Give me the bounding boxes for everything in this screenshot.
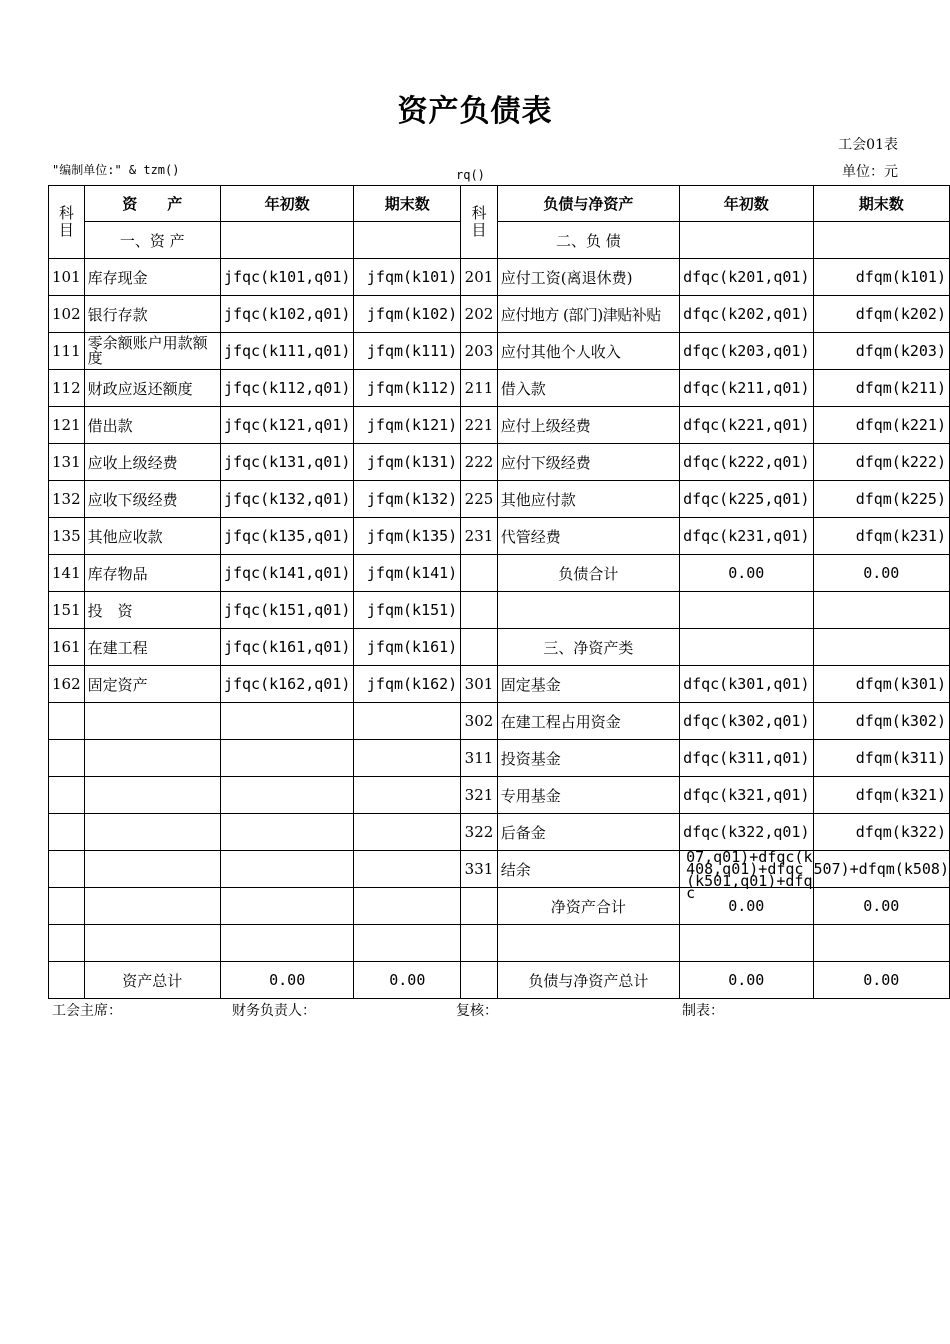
liab-name: 其他应付款	[497, 481, 679, 518]
asset-end: jfqm(k121)	[354, 407, 461, 444]
liab-name: 应付工资(离退休费)	[497, 259, 679, 296]
liab-begin: dfqc(k203,q01)	[680, 333, 813, 370]
asset-name: 固定资产	[84, 666, 220, 703]
net-name: 固定基金	[497, 666, 679, 703]
liab-begin: dfqc(k221,q01)	[680, 407, 813, 444]
liab-code: 211	[461, 370, 498, 407]
liab-end: dfqm(k101)	[813, 259, 950, 296]
sign-chair: 工会主席：	[52, 1003, 122, 1019]
asset-code: 131	[49, 444, 85, 481]
liab-grand-total-begin: 0.00	[680, 962, 813, 999]
asset-begin: jfqc(k111,q01)	[220, 333, 353, 370]
liab-begin: dfqc(k202,q01)	[680, 296, 813, 333]
asset-end: jfqm(k112)	[354, 370, 461, 407]
balance-sheet-table	[48, 185, 950, 999]
asset-end: jfqm(k131)	[354, 444, 461, 481]
asset-code: 135	[49, 518, 85, 555]
liab-total-end: 0.00	[813, 555, 950, 592]
asset-name: 应收上级经费	[84, 444, 220, 481]
liab-end: dfqm(k231)	[813, 518, 950, 555]
asset-begin: jfqc(k101,q01)	[220, 259, 353, 296]
table-row	[49, 555, 950, 592]
asset-name: 库存物品	[84, 555, 220, 592]
page-title: 资产负债表	[397, 94, 553, 129]
liab-begin: dfqc(k231,q01)	[680, 518, 813, 555]
section-net-assets: 三、净资产类	[497, 629, 679, 666]
asset-end: jfqm(k161)	[354, 629, 461, 666]
report-date: rq()	[456, 168, 485, 182]
net-code: 302	[461, 703, 498, 740]
asset-name: 应收下级经费	[84, 481, 220, 518]
liab-code: 201	[461, 259, 498, 296]
table-row	[49, 481, 950, 518]
table-row	[49, 703, 950, 740]
net-end: dfqm(k322)	[813, 814, 950, 851]
liab-total-label: 负债合计	[497, 555, 679, 592]
sign-maker: 制表：	[682, 1003, 724, 1019]
liab-end: dfqm(k221)	[813, 407, 950, 444]
liab-name: 借入款	[497, 370, 679, 407]
asset-name: 库存现金	[84, 259, 220, 296]
asset-end: jfqm(k151)	[354, 592, 461, 629]
table-row	[49, 851, 950, 888]
net-begin: 07,q01)+dfqc(k408,q01)+dfqc(k501,q01)+dfqc	[686, 848, 813, 902]
sign-finance: 财务负责人：	[232, 1003, 316, 1019]
asset-header: 资 产	[84, 186, 220, 222]
net-total-end: 0.00	[813, 888, 950, 925]
liab-grand-total-label: 负债与净资产总计	[497, 962, 679, 999]
asset-code: 111	[49, 333, 85, 370]
net-code: 321	[461, 777, 498, 814]
liab-end: dfqm(k202)	[813, 296, 950, 333]
liab-end: dfqm(k225)	[813, 481, 950, 518]
liab-code: 221	[461, 407, 498, 444]
asset-end: jfqm(k132)	[354, 481, 461, 518]
liab-end: dfqm(k222)	[813, 444, 950, 481]
asset-end-header: 期末数	[354, 186, 461, 222]
asset-grand-total-end: 0.00	[354, 962, 461, 999]
liab-end-header: 期末数	[813, 186, 950, 222]
liab-name: 应付上级经费	[497, 407, 679, 444]
liab-name: 应付地方 (部门)津贴补贴	[497, 296, 679, 333]
table-row	[49, 259, 950, 296]
table-row	[49, 777, 950, 814]
liab-code: 222	[461, 444, 498, 481]
table-row	[49, 407, 950, 444]
liab-begin: dfqc(k222,q01)	[680, 444, 813, 481]
net-begin: dfqc(k322,q01)	[680, 814, 813, 851]
net-end: dfqm(k302)	[813, 703, 950, 740]
liab-begin: dfqc(k201,q01)	[680, 259, 813, 296]
liab-name: 应付其他个人收入	[497, 333, 679, 370]
asset-begin-header: 年初数	[220, 186, 353, 222]
asset-name: 其他应收款	[84, 518, 220, 555]
asset-end: jfqm(k101)	[354, 259, 461, 296]
table-row	[49, 518, 950, 555]
asset-name: 投 资	[84, 592, 220, 629]
kemu-header-right: 科目	[461, 186, 498, 259]
table-row	[49, 666, 950, 703]
net-total-label: 净资产合计	[497, 888, 679, 925]
net-code: 331	[461, 851, 498, 888]
liab-end: dfqm(k203)	[813, 333, 950, 370]
asset-begin: jfqc(k135,q01)	[220, 518, 353, 555]
kemu-header-left: 科目	[49, 186, 85, 259]
asset-begin: jfqc(k162,q01)	[220, 666, 353, 703]
asset-code: 101	[49, 259, 85, 296]
net-total-begin: 0.00	[680, 888, 813, 925]
table-row	[49, 333, 950, 370]
currency-unit: 单位：元	[842, 164, 898, 180]
table-row	[49, 888, 950, 925]
table-row	[49, 962, 950, 999]
liab-code: 202	[461, 296, 498, 333]
liab-total-begin: 0.00	[680, 555, 813, 592]
net-code: 301	[461, 666, 498, 703]
table-row	[49, 740, 950, 777]
liab-end: dfqm(k211)	[813, 370, 950, 407]
asset-code: 132	[49, 481, 85, 518]
liab-begin: dfqc(k211,q01)	[680, 370, 813, 407]
asset-begin: jfqc(k161,q01)	[220, 629, 353, 666]
asset-name: 零余额账户用款额度	[84, 333, 220, 370]
section-liabilities: 二、负 债	[497, 222, 679, 259]
liab-name: 应付下级经费	[497, 444, 679, 481]
net-end: dfqm(k311)	[813, 740, 950, 777]
net-code: 322	[461, 814, 498, 851]
net-begin: dfqc(k321,q01)	[680, 777, 813, 814]
asset-name: 借出款	[84, 407, 220, 444]
table-row	[49, 925, 950, 962]
table-row	[49, 629, 950, 666]
liab-grand-total-end: 0.00	[813, 962, 950, 999]
asset-end: jfqm(k135)	[354, 518, 461, 555]
asset-end: jfqm(k111)	[354, 333, 461, 370]
form-number: 工会01表	[838, 137, 898, 153]
asset-name: 在建工程	[84, 629, 220, 666]
liab-begin-header: 年初数	[680, 186, 813, 222]
asset-name: 银行存款	[84, 296, 220, 333]
liab-code: 203	[461, 333, 498, 370]
table-row	[49, 592, 950, 629]
liab-code: 231	[461, 518, 498, 555]
sign-review: 复核：	[456, 1003, 498, 1019]
section-assets: 一、资 产	[84, 222, 220, 259]
net-name: 在建工程占用资金	[497, 703, 679, 740]
table-row	[49, 814, 950, 851]
net-begin: dfqc(k302,q01)	[680, 703, 813, 740]
asset-begin: jfqc(k102,q01)	[220, 296, 353, 333]
asset-begin: jfqc(k141,q01)	[220, 555, 353, 592]
asset-grand-total-label: 资产总计	[84, 962, 220, 999]
net-code: 311	[461, 740, 498, 777]
asset-code: 162	[49, 666, 85, 703]
asset-code: 161	[49, 629, 85, 666]
asset-begin: jfqc(k112,q01)	[220, 370, 353, 407]
net-end: 507)+dfqm(k508)	[813, 851, 950, 888]
net-end: dfqm(k321)	[813, 777, 950, 814]
asset-code: 151	[49, 592, 85, 629]
net-end: dfqm(k301)	[813, 666, 950, 703]
section-row	[49, 222, 950, 259]
asset-code: 121	[49, 407, 85, 444]
net-name: 专用基金	[497, 777, 679, 814]
asset-begin: jfqc(k132,q01)	[220, 481, 353, 518]
net-name: 后备金	[497, 814, 679, 851]
liab-begin: dfqc(k225,q01)	[680, 481, 813, 518]
asset-begin: jfqc(k121,q01)	[220, 407, 353, 444]
asset-grand-total-begin: 0.00	[220, 962, 353, 999]
asset-code: 102	[49, 296, 85, 333]
table-header-row	[49, 186, 950, 222]
asset-begin: jfqc(k131,q01)	[220, 444, 353, 481]
asset-end: jfqm(k141)	[354, 555, 461, 592]
asset-name: 财政应返还额度	[84, 370, 220, 407]
compiling-unit: "编制单位:" & tzm()	[52, 163, 180, 177]
asset-end: jfqm(k102)	[354, 296, 461, 333]
liab-code: 225	[461, 481, 498, 518]
net-begin: dfqc(k301,q01)	[680, 666, 813, 703]
net-name: 投资基金	[497, 740, 679, 777]
asset-code: 112	[49, 370, 85, 407]
asset-begin: jfqc(k151,q01)	[220, 592, 353, 629]
table-row	[49, 370, 950, 407]
table-row	[49, 444, 950, 481]
liab-name: 代管经费	[497, 518, 679, 555]
asset-end: jfqm(k162)	[354, 666, 461, 703]
asset-code: 141	[49, 555, 85, 592]
net-name: 结余	[497, 851, 679, 888]
liab-header: 负债与净资产	[497, 186, 679, 222]
table-row	[49, 296, 950, 333]
net-begin: dfqc(k311,q01)	[680, 740, 813, 777]
